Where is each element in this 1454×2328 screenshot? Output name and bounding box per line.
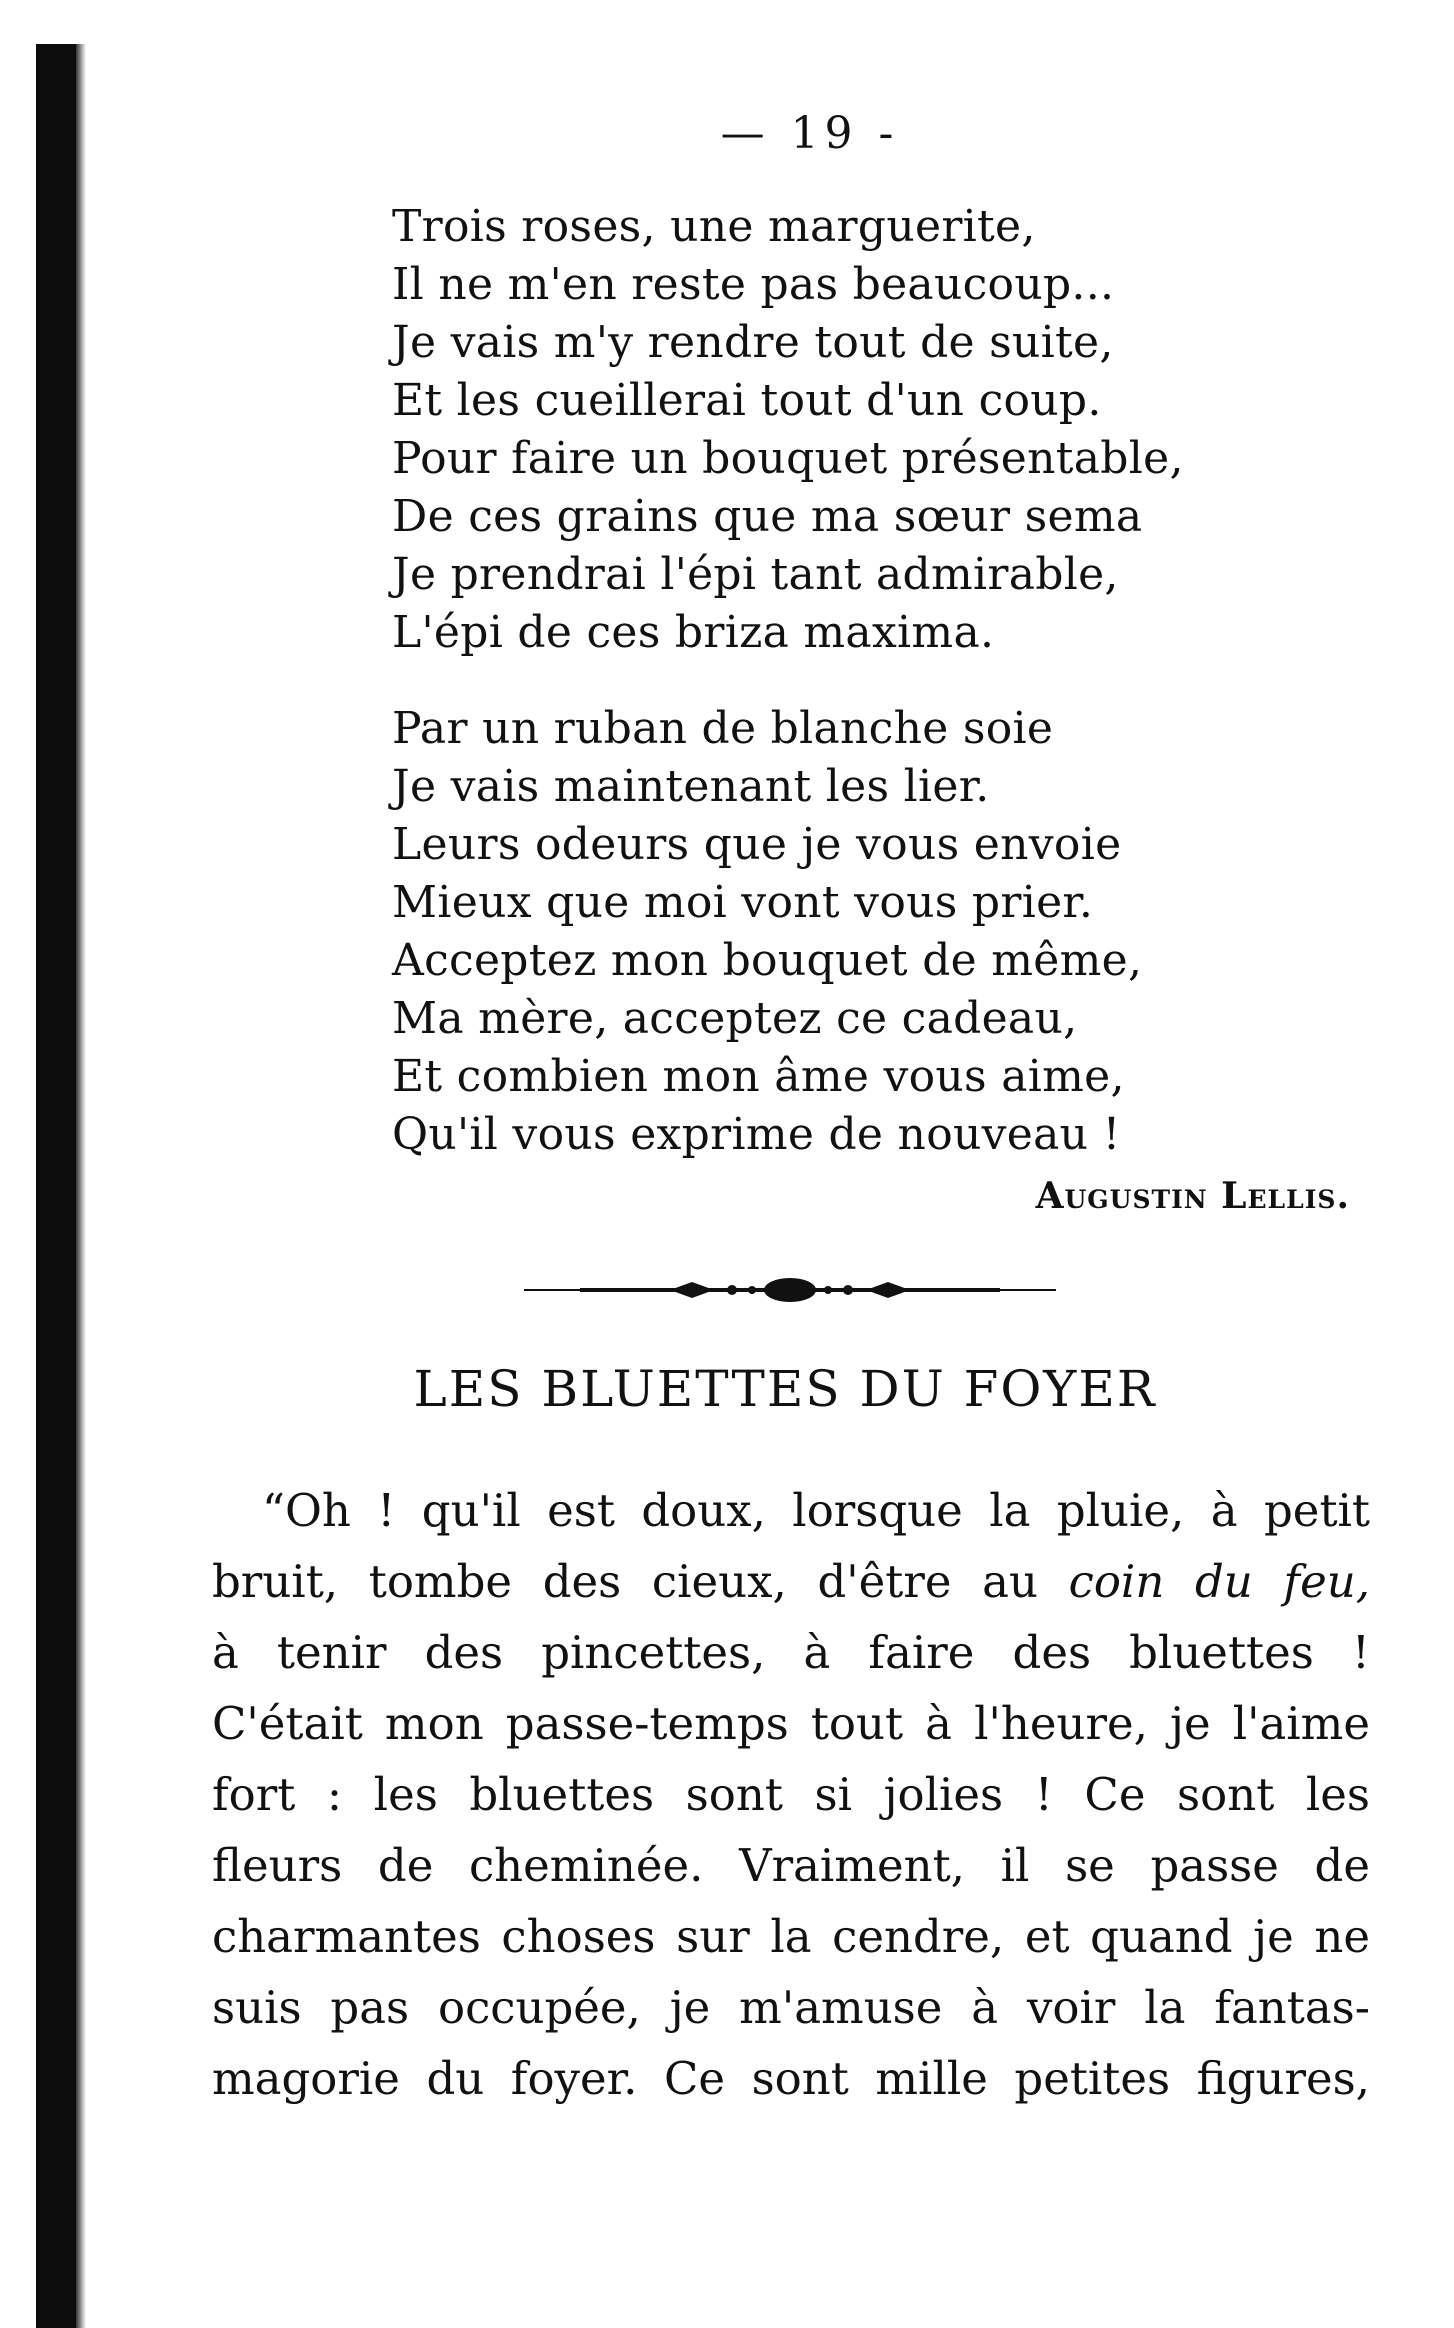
poem-line: Trois roses, une marguerite, xyxy=(392,201,1036,252)
paragraph-line: suis pas occupée, je m'amuse à voir la fantas- xyxy=(212,1981,1370,2034)
poem-line: Pour faire un bouquet présentable, xyxy=(392,433,1184,484)
italic-phrase: coin du feu, xyxy=(1068,1555,1371,1608)
paragraph-text: bruit, tombe des cieux, d'être au xyxy=(212,1555,1038,1608)
poem-line: Je vais maintenant les lier. xyxy=(392,761,990,812)
poem-line: Mieux que moi vont vous prier. xyxy=(392,877,1094,928)
section-title: LES BLUETTES DU FOYER xyxy=(413,1360,1157,1418)
poem-line: L'épi de ces briza maxima. xyxy=(392,607,995,658)
poem-line: Je vais m'y rendre tout de suite, xyxy=(392,317,1114,368)
poem-line: Leurs odeurs que je vous envoie xyxy=(392,819,1122,870)
paragraph-line: magorie du foyer. Ce sont mille petites figures, xyxy=(212,2052,1370,2105)
paragraph-line: fleurs de cheminée. Vraiment, il se passe de xyxy=(212,1839,1370,1892)
poem-author: Augustin Lellis. xyxy=(1035,1175,1350,1217)
poem-line: Acceptez mon bouquet de même, xyxy=(392,935,1143,986)
paragraph-line: C'était mon passe-temps tout à l'heure, je l'aime xyxy=(212,1697,1370,1750)
ornament-divider xyxy=(520,1270,1060,1310)
paragraph-line xyxy=(212,1546,1370,1617)
page-number: — 19 - xyxy=(720,108,900,159)
poem-line: Il ne m'en reste pas beaucoup... xyxy=(392,259,1115,310)
poem-line: Je prendrai l'épi tant admirable, xyxy=(392,549,1119,600)
section-paragraph xyxy=(212,1475,1370,2114)
paragraph-line: fort : les bluettes sont si jolies ! Ce sont les xyxy=(212,1768,1370,1821)
poem-line: Qu'il vous exprime de nouveau ! xyxy=(392,1109,1121,1160)
poem-line: De ces grains que ma sœur sema xyxy=(392,491,1143,542)
paragraph-line: à tenir des pincettes, à faire des bluettes ! xyxy=(212,1626,1370,1679)
poem-stanza-2 xyxy=(392,700,1142,1164)
scan-binding-shadow xyxy=(76,44,86,2328)
scan-binding-edge xyxy=(36,44,76,2328)
paragraph-line: “Oh ! qu'il est doux, lorsque la pluie, à petit xyxy=(262,1484,1370,1537)
poem-line: Ma mère, acceptez ce cadeau, xyxy=(392,993,1078,1044)
paragraph-line: charmantes choses sur la cendre, et quand je ne xyxy=(212,1910,1370,1963)
poem-line: Par un ruban de blanche soie xyxy=(392,703,1054,754)
poem-line: Et combien mon âme vous aime, xyxy=(392,1051,1125,1102)
poem-stanza-1 xyxy=(392,198,1184,662)
poem-line: Et les cueillerai tout d'un coup. xyxy=(392,375,1102,426)
